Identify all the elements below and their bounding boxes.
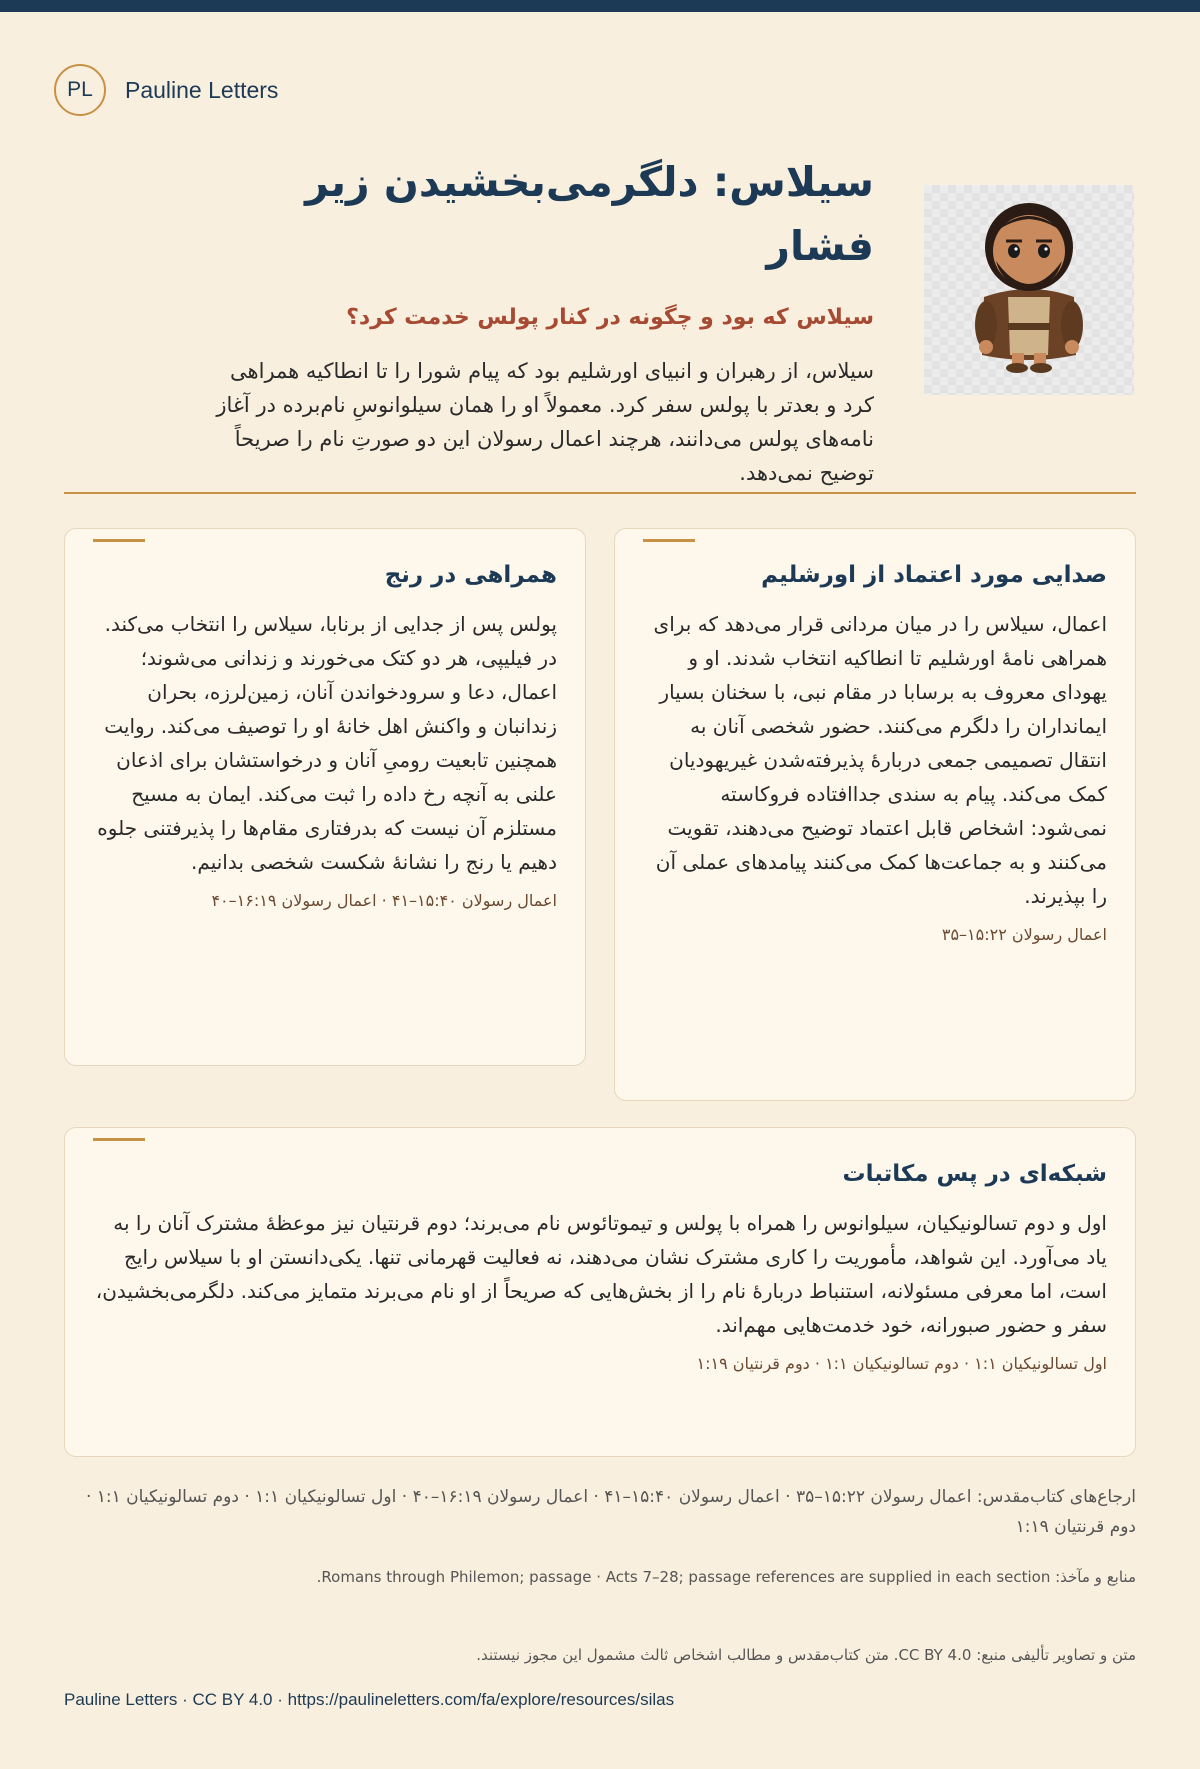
site-brand[interactable] [54,64,278,116]
page-intro: سیلاس، از رهبران و انبیای اورشلیم بود که پیام شورا را تا انطاکیه همراهی کرد و بعدتر با پولس سفر کرد. معمولاً او را همان سیلوانوسِ نام‌برده در آغاز نامه‌های پولس می‌دانند، هرچند اعمال رسولان این دو صورتِ نام را صریحاً توضیح نمی‌دهد. [216,359,874,485]
brand-name: Pauline Letters [125,76,279,103]
scripture-references: ارجاع‌های کتاب‌مقدس: اعمال رسولان ۱۵:۲۲–۳۵ · اعمال رسولان ۱۵:۴۰–۴۱ · اعمال رسولان ۱۶:۱۹–۴۰ · اول تسالونیکیان ۱:۱ · دوم تسالونیکیان ۱:۱ · دوم قرنتیان ۱:۱۹ [85,1487,1136,1537]
section-body: پولس پس از جدایی از برنابا، سیلاس را انتخاب می‌کند. در فیلیپی، هر دو کتک می‌خورند و زندانی می‌شوند؛ اعمال، دعا و سرودخواندن آنان، زمین‌لرزه، بحران زندانبان و واکنش اهل خانهٔ او را توصیف می‌کند. روایت همچنین تابعیت رومیِ آنان و درخواستشان برای اذعان علنی به آنچه رخ داده را ثبت می‌کند. ایمان به مسیح مستلزم آن نیست که بدرفتاری مقام‌ها را پذیرفتنی جلوه دهیم یا رنج را نشانهٔ شکست شخصی بدانیم. [97,612,557,874]
section-divider [64,492,1136,494]
section-body: اعمال، سیلاس را در میان مردانی قرار می‌دهد که برای همراهی نامهٔ اورشلیم تا انطاکیه انتخاب شدند. او و یهودای معروف به برسابا در مقام نبی، با سخنان بسیار ایمانداران را دلگرم می‌کنند. حضور شخصی آنان به انتقال تصمیمی جمعی دربارهٔ پذیرفته‌شدن غیریهودیان کمک می‌کند. پیام به سندی جداافتاده فروکاسته نمی‌شود: اشخاص قابل اعتماد توضیح می‌دهند، تقویت می‌کنند و به جماعت‌ها کمک می‌کنند پیامدهای عملی آن را بپذیرند. [653,612,1107,908]
section-title: صدایی مورد اعتماد از اورشلیم [761,562,1107,588]
page-title: سیلاس: دلگرمی‌بخشیدن زیر فشار [305,158,874,270]
section-title: همراهی در رنج [384,562,557,588]
license-note: متن و تصاویر تألیفی منبع: CC BY 4.0. متن کتاب‌مقدس و مطالب اشخاص ثالث مشمول این مجوز نیستند. [476,1646,1136,1664]
card-accent-line [93,539,145,542]
hero-header [214,150,874,490]
section-references: اول تسالونیکیان ۱:۱ · دوم تسالونیکیان ۱:۱ · دوم قرنتیان ۱:۱۹ [696,1354,1107,1373]
section-card-network [64,1127,1136,1457]
page-subtitle: سیلاس که بود و چگونه در کنار پولس خدمت کرد؟ [346,305,874,330]
brand-logo: PL [54,64,106,116]
section-references: اعمال رسولان ۱۵:۲۲–۳۵ [941,925,1107,944]
silas-figure-image [924,185,1134,395]
section-card-trusted-voice [614,528,1136,1101]
card-accent-line [643,539,695,542]
section-title: شبکه‌ای در پس مکاتبات [842,1161,1107,1187]
section-body: اول و دوم تسالونیکیان، سیلوانوس را همراه با پولس و تیموتائوس نام می‌برند؛ دوم قرنتیان نیز موعظهٔ مشترک آنان را به یاد می‌آورد. این شواهد، مأموریت را کاری مشترک نشان می‌دهند، نه فعالیت قهرمانی تنها. یکی‌دانستن او با سیلاس رایج است، اما معرفی مسئولانه، استنباط دربارهٔ نام را از بخش‌هایی که صریحاً از او نام می‌برند متمایز می‌کند. دلگرمی‌بخشیدن، سفر و حضور صبورانه، خود خدمت‌هایی مهم‌اند. [95,1211,1107,1337]
section-references: اعمال رسولان ۱۵:۴۰–۴۱ · اعمال رسولان ۱۶:۱۹–۴۰ [211,891,557,910]
card-accent-line [93,1138,145,1141]
top-accent-bar [0,0,1200,12]
sources-note: منابع و مآخذ: Romans through Philemon; passage · Acts 7–28; passage references are supplied in each section. [316,1568,1136,1586]
section-card-companionship [64,528,586,1066]
footer-link[interactable]: Pauline Letters · CC BY 4.0 · https://paulineletters.com/fa/explore/resources/silas [64,1690,675,1709]
